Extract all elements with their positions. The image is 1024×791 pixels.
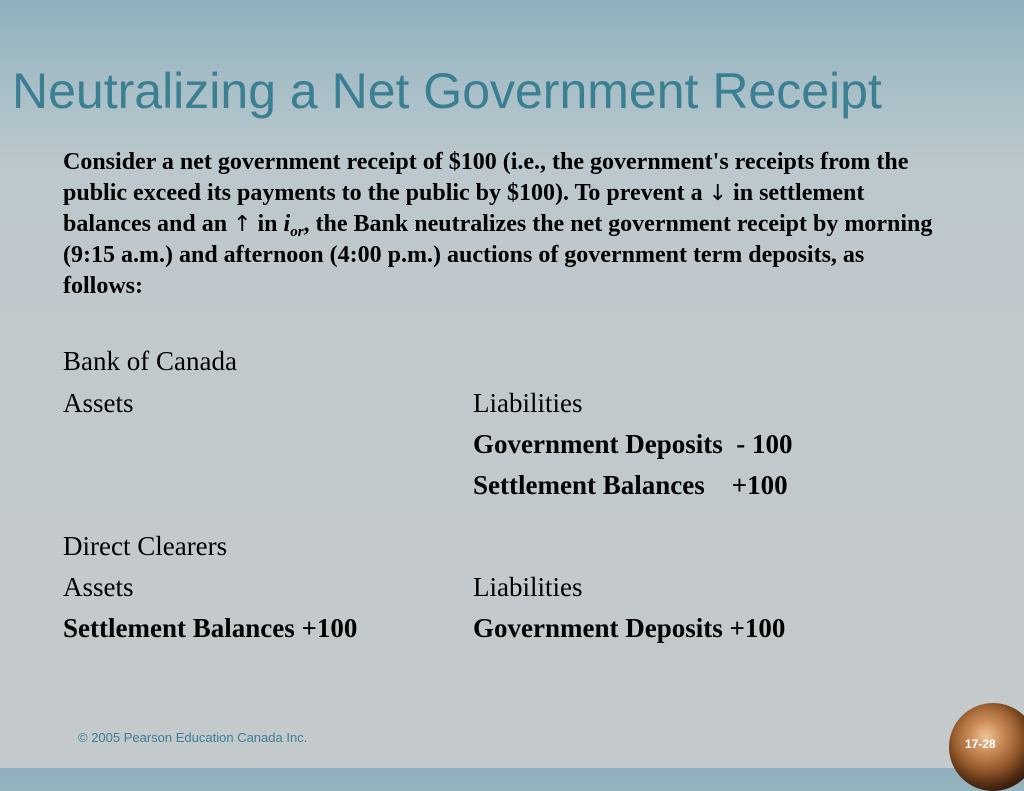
intro-text-3: in bbox=[251, 211, 284, 237]
intro-text-4: , the Bank neutralizes the net government receipt by morning (9:15 a.m.) and afternoon (4:00 p.m.) auctions of government term deposits, as follows: bbox=[63, 211, 933, 299]
dc-assets-label: Assets bbox=[63, 572, 134, 602]
boc-liability-government-deposits: Government Deposits - 100 bbox=[473, 429, 793, 459]
up-arrow-icon: ↑ bbox=[233, 212, 252, 237]
boc-liabilities-label: Liabilities bbox=[473, 388, 583, 418]
intro-text-2: in settlement balances and an bbox=[63, 180, 865, 237]
slide-title: Neutralizing a Net Government Receipt bbox=[12, 63, 882, 119]
direct-clearers-heading: Direct Clearers bbox=[63, 531, 228, 561]
dc-liabilities-label: Liabilities bbox=[473, 572, 583, 602]
intro-paragraph bbox=[63, 147, 933, 302]
bank-of-canada-heading: Bank of Canada bbox=[63, 346, 237, 376]
interest-rate-symbol: $i_{or}$ bbox=[283, 211, 304, 240]
dc-asset-settlement-balances: Settlement Balances +100 bbox=[63, 613, 358, 643]
intro-text-1: Consider a net government receipt of $100 (i.e., the government's receipts from the public exceed its payments to the public by $100). To prevent a bbox=[63, 149, 909, 206]
down-arrow-icon: ↓ bbox=[708, 181, 728, 206]
interest-rate-subscript: or bbox=[290, 224, 304, 240]
boc-liability-settlement-balances: Settlement Balances +100 bbox=[473, 470, 788, 500]
page-number: 17-28 bbox=[965, 737, 996, 751]
dc-liability-government-deposits: Government Deposits +100 bbox=[473, 613, 786, 643]
boc-assets-label: Assets bbox=[63, 388, 134, 418]
copyright-footer: © 2005 Pearson Education Canada Inc. bbox=[78, 730, 308, 745]
